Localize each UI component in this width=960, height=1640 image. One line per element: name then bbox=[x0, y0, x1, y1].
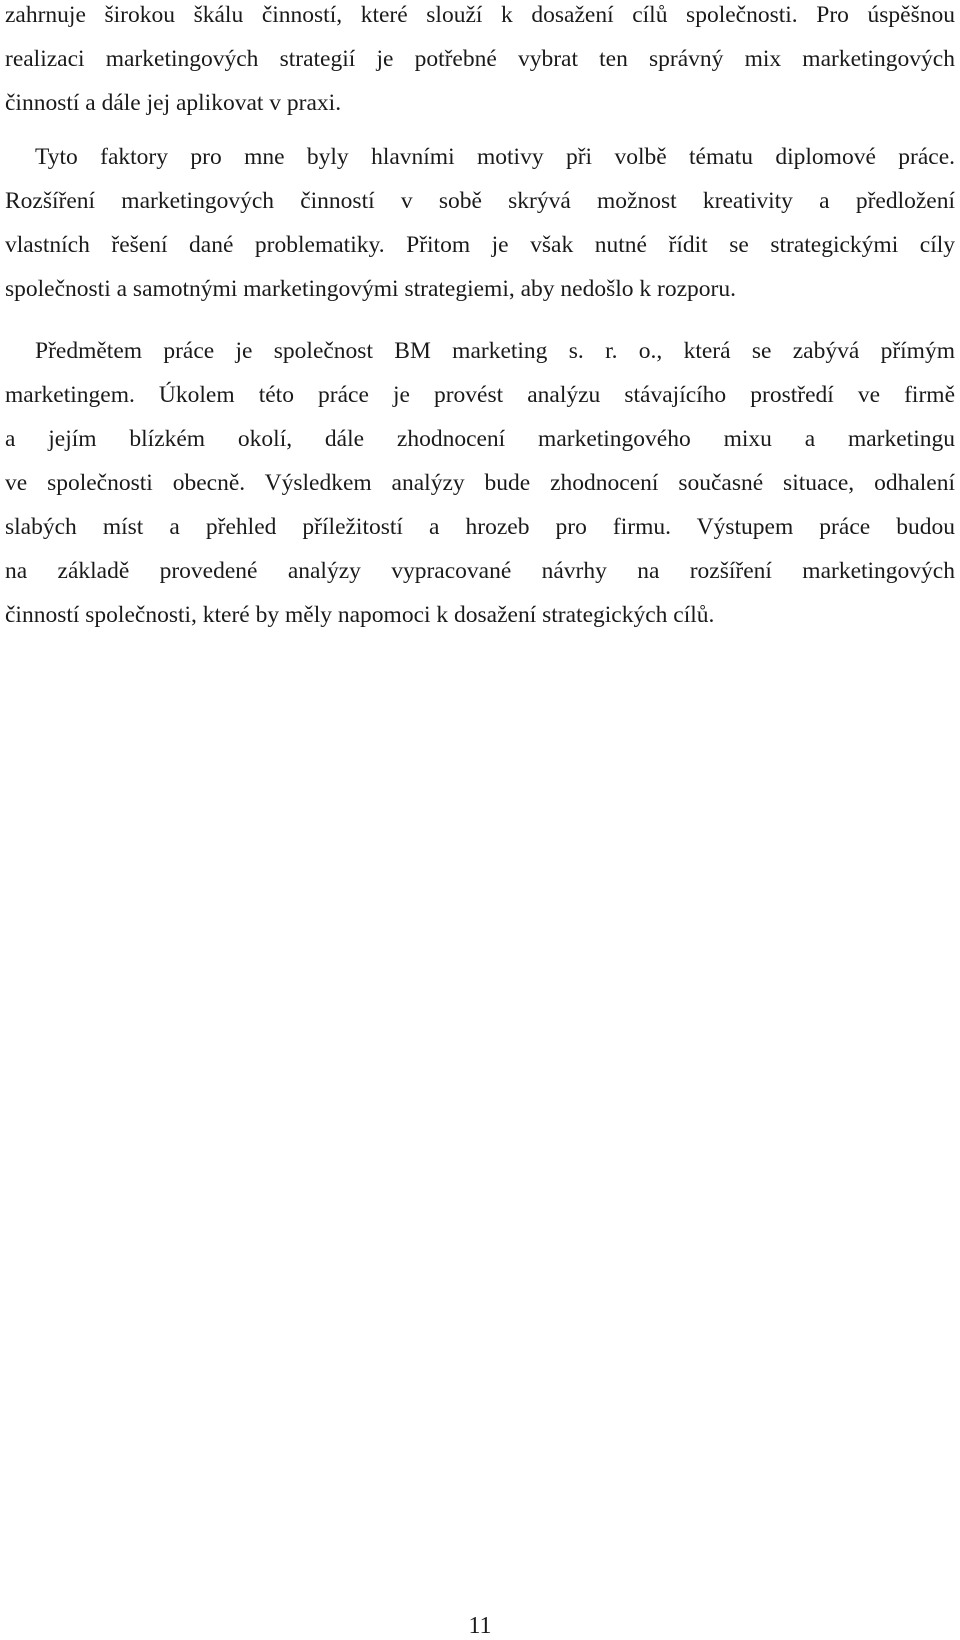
text-line: vlastních řešení dané problematiky. Přitom je však nutné řídit se strategickými cíly bbox=[5, 232, 955, 258]
text-line: na základě provedené analýzy vypracované návrhy na rozšíření marketingových bbox=[5, 558, 955, 584]
text-line: zahrnuje širokou škálu činností, které slouží k dosažení cílů společnosti. Pro úspěšnou bbox=[5, 2, 955, 28]
text-line: Předmětem práce je společnost BM marketing s. r. o., která se zabývá přímým bbox=[35, 338, 955, 364]
text-line: činností a dále jej aplikovat v praxi. bbox=[5, 90, 342, 116]
text-line: činností společnosti, které by měly napomoci k dosažení strategických cílů. bbox=[5, 602, 715, 628]
text-line: realizaci marketingových strategií je potřebné vybrat ten správný mix marketingových bbox=[5, 46, 955, 72]
text-line: Tyto faktory pro mne byly hlavními motivy při volbě tématu diplomové práce. bbox=[35, 144, 955, 170]
text-line: marketingem. Úkolem této práce je provést analýzu stávajícího prostředí ve firmě bbox=[5, 382, 955, 408]
page-number: 11 bbox=[468, 1613, 492, 1639]
text-line: Rozšíření marketingových činností v sobě skrývá možnost kreativity a předložení bbox=[5, 188, 955, 214]
text-line: společnosti a samotnými marketingovými strategiemi, aby nedošlo k rozporu. bbox=[5, 276, 736, 302]
text-line: slabých míst a přehled příležitostí a hrozeb pro firmu. Výstupem práce budou bbox=[5, 514, 955, 540]
text-line: a jejím blízkém okolí, dále zhodnocení marketingového mixu a marketingu bbox=[5, 426, 955, 452]
text-line: ve společnosti obecně. Výsledkem analýzy bude zhodnocení současné situace, odhalení bbox=[5, 470, 955, 496]
